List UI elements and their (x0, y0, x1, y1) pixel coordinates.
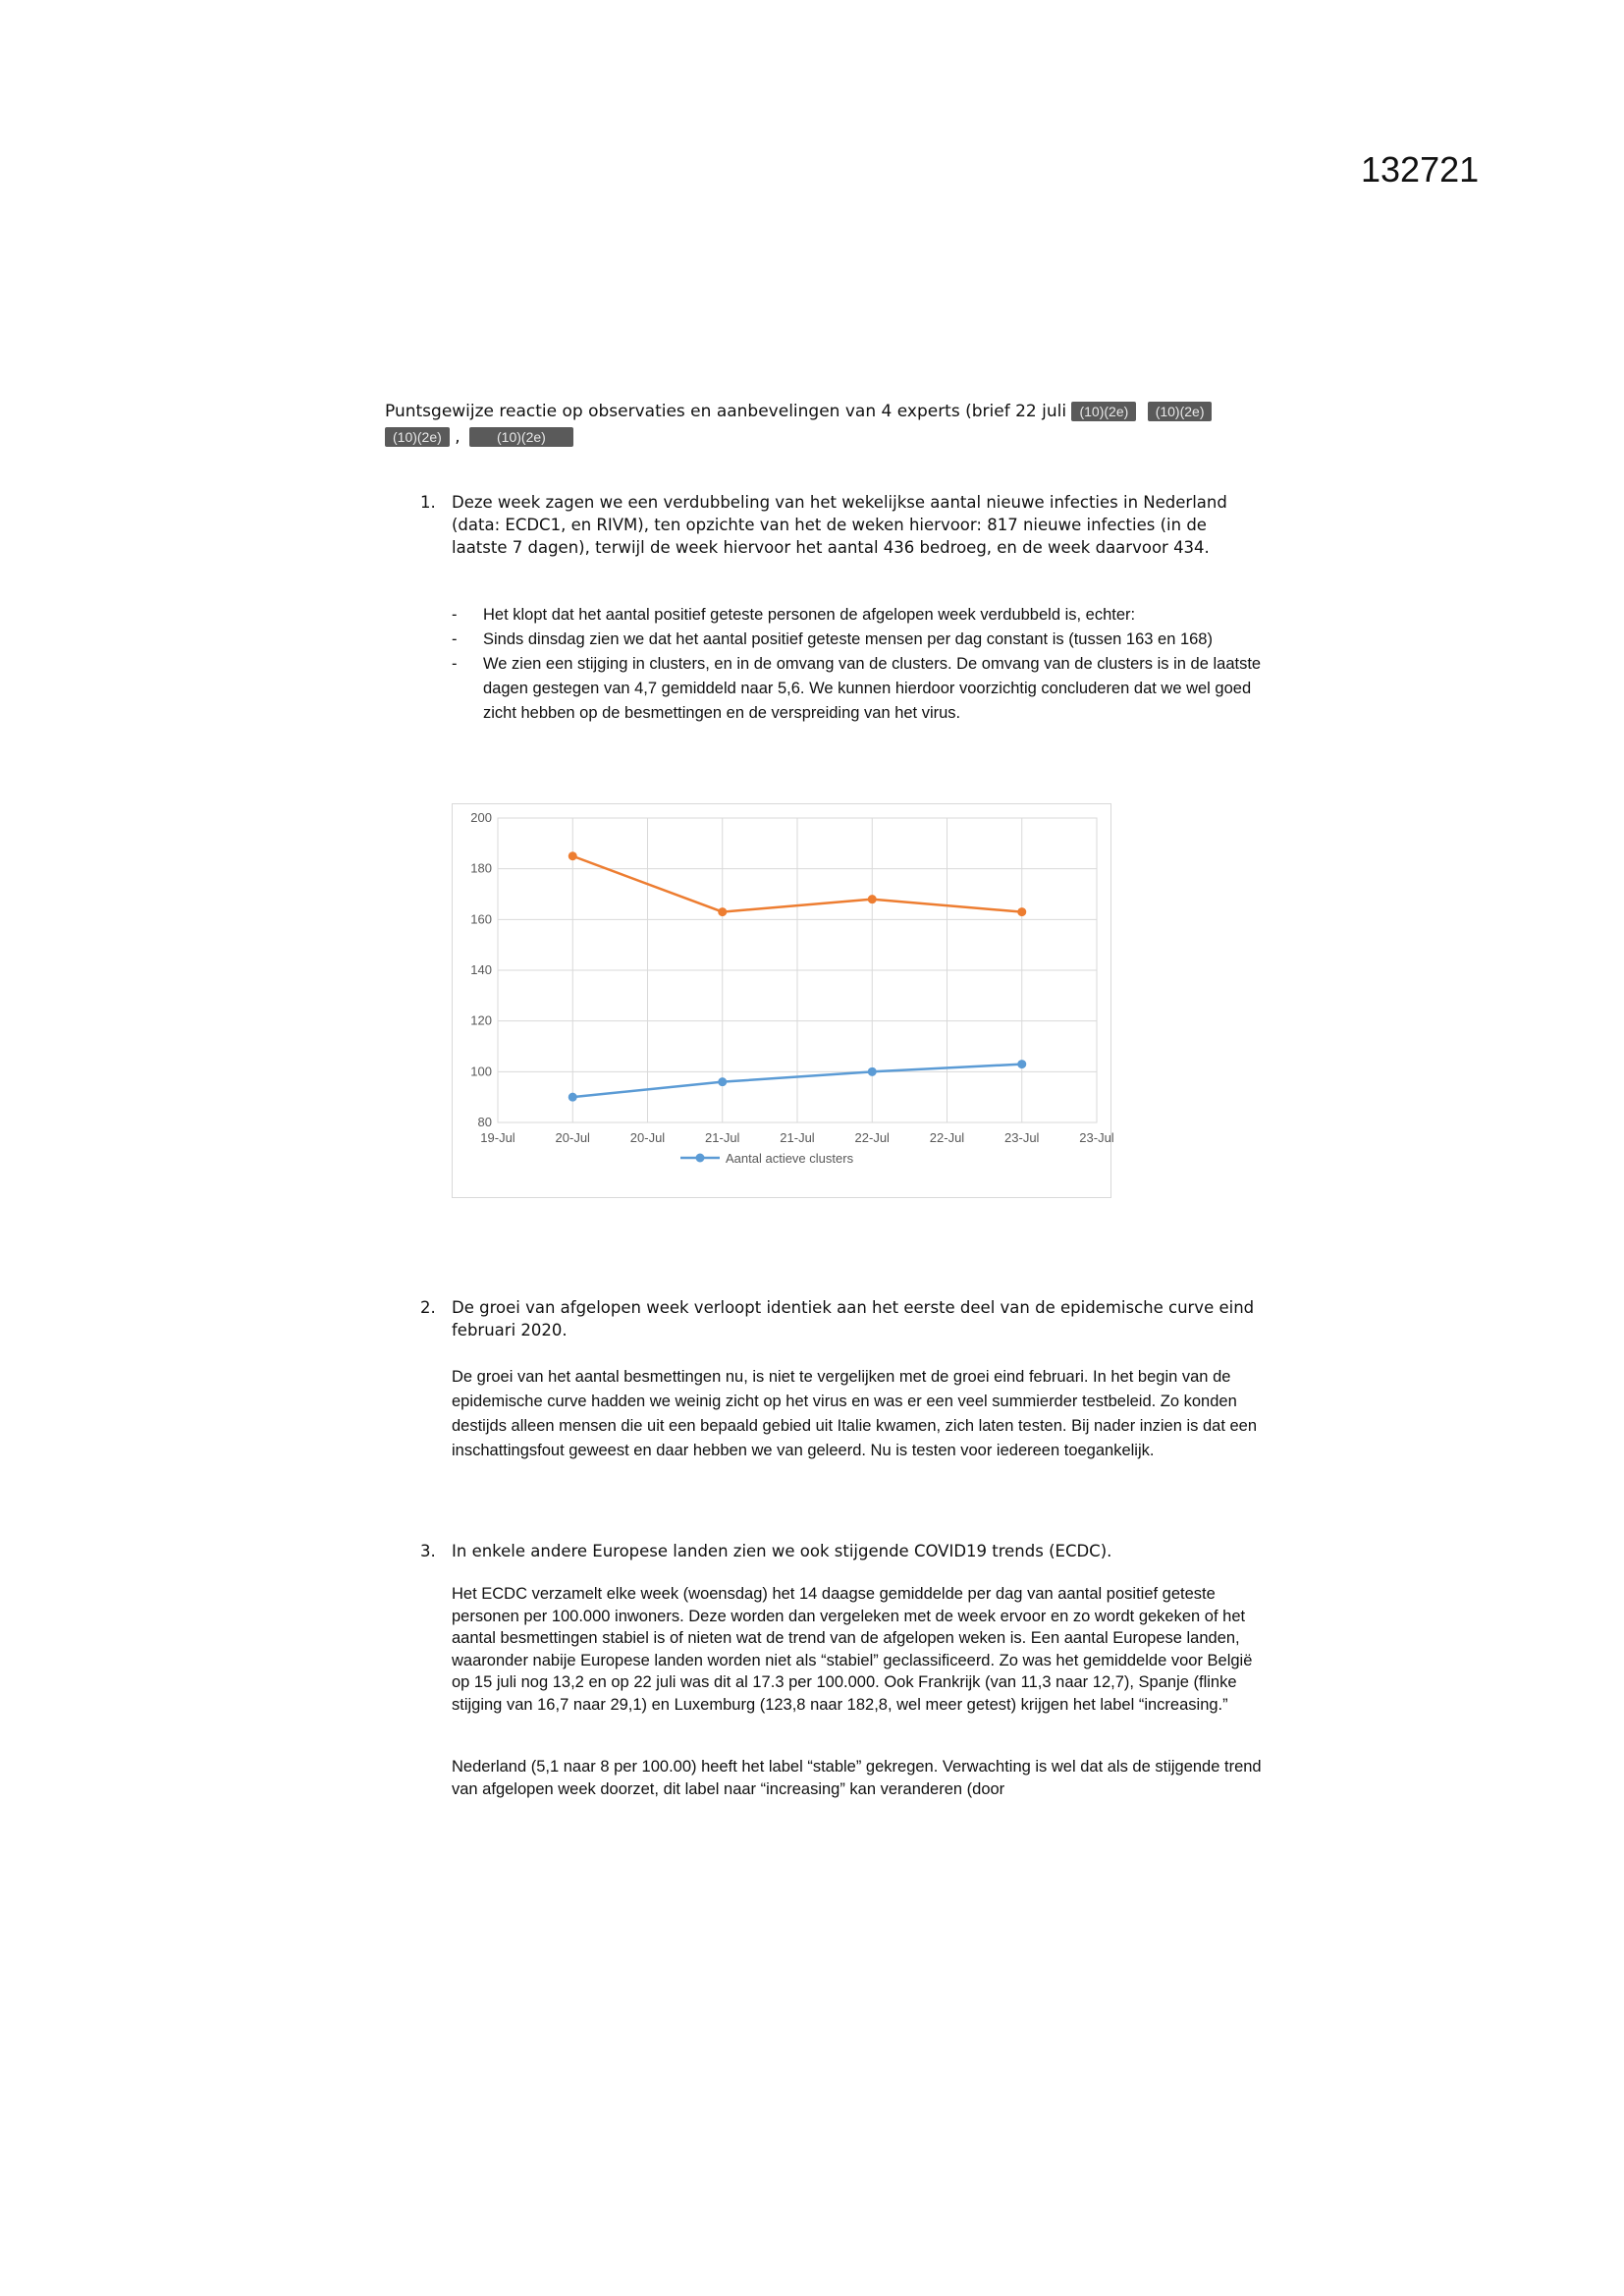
x-tick-label: 22-Jul (929, 1130, 965, 1145)
x-tick-label: 21-Jul (780, 1130, 815, 1145)
page-header (385, 400, 1229, 449)
answer-3-paragraph-1: Het ECDC verzamelt elke week (woensdag) het 14 daagse gemiddelde per dag van aantal positief geteste personen per 100.000 inwoners. Deze worden dan vergeleken met de week ervoor en zo wordt gekeken of het aantal besmettingen stabiel is of nieten wat de trend van de afgelopen weken is. Een aantal Europese landen, waaronder nabije Europese landen worden niet als “stabiel” geclassificeerd. Zo was het gemiddelde voor België op 15 juli nog 13,2 en op 22 juli was dit al 17.3 per 100.000. Ook Frankrijk (van 11,3 naar 12,7), Spanje (flinke stijging van 16,7 naar 29,1) en Luxemburg (123,8 naar 182,8, wel meer getest) krijgen het label “increasing.” (452, 1585, 1253, 1714)
data-point (718, 1077, 727, 1086)
question-text: Deze week zagen we een verdubbeling van het wekelijkse aantal nieuwe infecties in Nederland (data: ECDC1, en RIVM), ten opzichte van het de weken hiervoor: 817 nieuwe infecties (in de laatste 7 dagen), terwijl de week hiervoor het aantal 436 bedroeg, en de week daarvoor 434. (452, 493, 1227, 557)
question-number: 1. (420, 493, 436, 512)
y-tick-label: 180 (470, 860, 492, 876)
data-point (868, 1067, 877, 1076)
bullet-text: Het klopt dat het aantal positief geteste personen de afgelopen week verdubbeld is, echter: (483, 606, 1136, 624)
x-tick-label: 20-Jul (629, 1130, 666, 1145)
question-number: 2. (420, 1298, 436, 1317)
y-tick-label: 160 (470, 911, 492, 927)
question-2 (420, 1296, 1255, 1341)
y-tick-label: 80 (477, 1115, 492, 1129)
bullet-marker: - (452, 630, 458, 648)
data-point (868, 895, 877, 903)
answer-2: De groei van het aantal besmettingen nu, is niet te vergelijken met de groei eind februari. In het begin van de epidemische curve hadden we weinig zicht op het virus en was er een veel summierder testbeleid. Zo konden destijds alleen mensen die uit een bepaald gebied uit Italie kwamen, zich laten testen. Bij nader inzien is dat een inschattingsfout geweest en daar hebben we van geleerd. Nu is testen voor iedereen toegankelijk. (452, 1368, 1258, 1459)
question-text: In enkele andere Europese landen zien we ook stijgende COVID19 trends (ECDC). (452, 1542, 1112, 1560)
redaction-box: (10)(2e) (1148, 402, 1213, 421)
x-tick-label: 19-Jul (480, 1130, 515, 1145)
redaction-box: (10)(2e) (385, 427, 450, 447)
question-number: 3. (420, 1542, 436, 1560)
y-tick-label: 140 (470, 962, 492, 977)
data-point (1017, 1060, 1026, 1068)
x-tick-label: 20-Jul (555, 1130, 590, 1145)
list-item (448, 628, 1267, 652)
legend-label: Aantal actieve clusters (726, 1151, 854, 1166)
data-point (568, 851, 577, 860)
list-item (448, 603, 1267, 628)
question-3 (420, 1540, 1255, 1562)
bullet-text: Sinds dinsdag zien we dat het aantal positief geteste mensen per dag constant is (tussen 163 en 168) (483, 630, 1213, 648)
data-point (1017, 907, 1026, 916)
list-item (448, 652, 1267, 726)
bullet-marker: - (452, 606, 458, 624)
y-tick-label: 200 (470, 810, 492, 825)
question-text: De groei van afgelopen week verloopt identiek aan het eerste deel van de epidemische curve eind februari 2020. (452, 1298, 1255, 1339)
redaction-box: (10)(2e) (1071, 402, 1136, 421)
data-point (568, 1093, 577, 1102)
x-tick-label: 23-Jul (1079, 1130, 1114, 1145)
bullet-list (448, 603, 1267, 726)
bullet-text: We zien een stijging in clusters, en in de omvang van de clusters. De omvang van de clusters is in de laatste dagen gestegen van 4,7 gemiddeld naar 5,6. We kunnen hierdoor voorzichtig concluderen dat we wel goed zicht hebben op de besmettingen en de verspreiding van het virus. (483, 655, 1262, 722)
line-chart (452, 803, 1114, 1198)
header-text: Puntsgewijze reactie op observaties en aanbevelingen van 4 experts (brief 22 juli (385, 402, 1067, 421)
bullet-marker: - (452, 655, 458, 673)
x-tick-label: 21-Jul (705, 1130, 740, 1145)
chart-canvas (453, 804, 1114, 1197)
document-number: 132721 (1361, 149, 1480, 190)
data-point (718, 907, 727, 916)
header-separator: , (455, 427, 460, 447)
legend-marker (696, 1154, 705, 1163)
y-tick-label: 100 (470, 1064, 492, 1079)
x-tick-label: 22-Jul (854, 1130, 890, 1145)
x-tick-label: 23-Jul (1004, 1130, 1040, 1145)
y-tick-label: 120 (470, 1012, 492, 1028)
question-1 (420, 491, 1255, 559)
answer-3-paragraph-2: Nederland (5,1 naar 8 per 100.00) heeft het label “stable” gekregen. Verwachting is wel dat als de stijgende trend van afgelopen week doorzet, dit label naar “increasing” kan veranderen (door (452, 1758, 1262, 1798)
redaction-box: (10)(2e) (469, 427, 573, 447)
